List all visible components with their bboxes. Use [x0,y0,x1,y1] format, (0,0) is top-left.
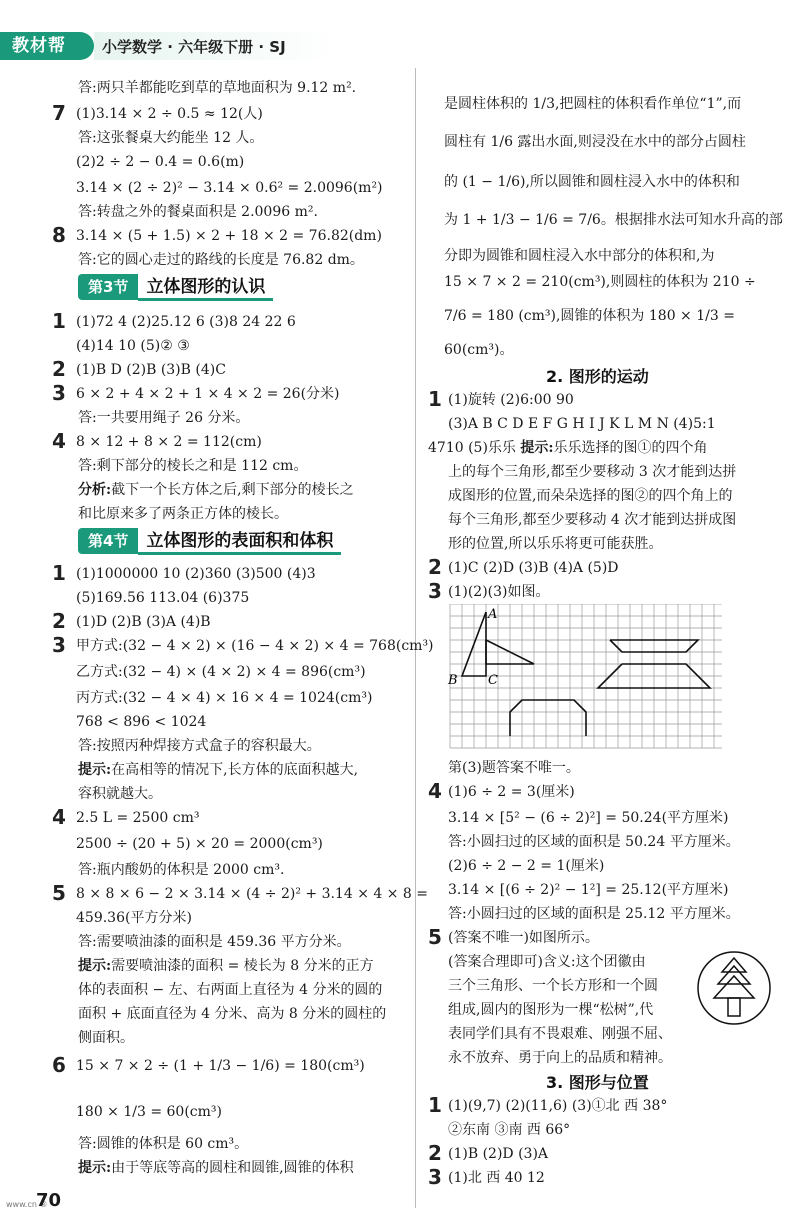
hint-text: 乐乐选择的图①的四个角 [553,440,708,456]
answer-line: (1)旋转 (2)6:00 90 [448,392,574,408]
section-title: 立体图形的认识 [138,276,273,301]
answer-line: 6 × 2 + 4 × 2 + 1 × 4 × 2 = 26(分米) [76,386,340,402]
answer-line: 答:这张餐桌大约能坐 12 人。 [78,130,264,146]
answer-line: ②东南 ③南 西 66° [448,1122,571,1138]
vertex-label-c: C [488,673,498,688]
answer-line: (1)3.14 × 2 ÷ 0.5 ≈ 12(人) [76,106,263,122]
brand-badge: 教材帮 [0,32,94,60]
answer-line: 三个三角形、一个长方形和一个圆 [448,978,658,994]
answer-line: 768 < 896 < 1024 [76,714,207,730]
hint-label: 提示: [78,762,112,778]
question-number: 1 [428,387,442,411]
question-number: 2 [428,555,442,579]
answer-line: (1)72 4 (2)25.12 6 (3)8 24 22 6 [76,314,296,330]
hint-line: 分即为圆锥和圆柱浸入水中部分的体积和,为 [444,248,715,264]
answer-line: 表同学们具有不畏艰难、刚强不屈、 [448,1026,672,1042]
analysis-text: 截下一个长方体之后,剩下部分的棱长之 [111,482,354,498]
answer-line: 15 × 7 × 2 ÷ (1 + 1/3 − 1/6) = 180(cm³) [76,1058,365,1074]
answer-line: (2)2 ÷ 2 − 0.4 = 0.6(m) [76,154,245,170]
answer-line: (2)6 ÷ 2 − 2 = 1(厘米) [448,858,605,874]
emblem-triangle-bottom [714,976,754,998]
question-number: 4 [428,779,442,803]
answer-line: (1)(9,7) (2)(11,6) (3)①北 西 38° [448,1098,668,1114]
question-number: 1 [52,309,66,333]
hint-line: 7/6 = 180 (cm³),圆锥的体积为 180 × 1/3 = [444,308,735,324]
question-number: 5 [428,925,442,949]
hint-line: 60(cm³)。 [444,342,514,358]
question-number: 1 [428,1093,442,1117]
question-number: 1 [52,561,66,585]
analysis-line: 和比原来多了两条正方体的棱长。 [78,506,288,522]
answer-line: (1)B (2)D (3)A [448,1146,549,1162]
hint-line: 成图形的位置,而朵朵选择的图②的四个角上的 [448,488,733,504]
question-number: 3 [52,633,66,657]
hint-line: 形的位置,所以乐乐将更可能获胜。 [448,536,663,552]
answer-line: 乙方式:(32 − 4) × (4 × 2) × 4 = 896(cm³) [76,664,366,680]
analysis-label: 分析: [78,482,112,498]
hint-line [78,1158,354,1178]
question-number: 2 [52,609,66,633]
hint-line: 体的表面积 − 左、右两面上直径为 4 分米的圆的 [78,982,383,998]
subsection-title: 3. 图形与位置 [546,1073,649,1092]
hint-text: 在高相等的情况下,长方体的底面积越大, [111,762,359,778]
emblem-trunk [728,998,740,1016]
answer-line: 答:小圆扫过的区域的面积是 25.12 平方厘米。 [448,906,740,922]
hint-line: 面积 + 底面直径为 4 分米、高为 8 分米的圆柱的 [78,1006,387,1022]
question-number: 3 [428,1165,442,1189]
answer-line: 答:两只羊都能吃到草的草地面积为 9.12 m². [78,80,357,96]
footer-imprint: www.cn ® [6,1200,48,1209]
section-tag: 第4节 [78,528,138,554]
question-number: 5 [52,881,66,905]
answer-line: 3.14 × [5² − (6 ÷ 2)²] = 50.24(平方厘米) [448,810,729,826]
section-heading-3 [78,274,273,300]
answer-line: 答:需要喷油漆的面积是 459.36 平方分米。 [78,934,351,950]
vertex-label-a: A [488,607,498,622]
question-number: 2 [428,1141,442,1165]
analysis-line [78,480,354,500]
answer-line: (1)北 西 40 12 [448,1170,545,1186]
hint-line: 的 (1 − 1/6),所以圆锥和圆柱浸入水中的体积和 [444,174,740,190]
answer-line: 2500 ÷ (20 + 5) × 20 = 2000(cm³) [76,836,323,852]
hint-label: 提示: [78,958,112,974]
hint-line [78,956,374,976]
answer-line [428,438,708,458]
answer-line: 180 × 1/3 = 60(cm³) [76,1104,222,1120]
answer-line: (答案不唯一)如图所示。 [448,930,599,946]
hint-line: 为 1 + 1/3 − 1/6 = 7/6。根据排水法可知水升高的部 [444,212,783,228]
answer-line: 答:瓶内酸奶的体积是 2000 cm³. [78,862,285,878]
hint-line: 每个三角形,都至少要移动 4 次才能到达拼成图 [448,512,737,528]
answer-line: (1)(2)(3)如图。 [448,584,550,600]
hint-text: 由于等底等高的圆柱和圆锥,圆锥的体积 [111,1160,354,1176]
answer-line: (3)A B C D E F G H I J K L M N (4)5:1 [448,416,716,432]
answer-line: 8 × 8 × 6 − 2 × 3.14 × (4 ÷ 2)² + 3.14 × 4 × 8 = [76,886,428,902]
emblem-circle [698,952,770,1024]
answer-line: 答:转盘之外的餐桌面积是 2.0096 m². [78,204,318,220]
subsection-title: 2. 图形的运动 [546,367,649,386]
answer-line: 答:剩下部分的棱长之和是 112 cm。 [78,458,308,474]
pine-tree-emblem [696,946,772,1030]
answer-line: (1)1000000 10 (2)360 (3)500 (4)3 [76,566,316,582]
answer-line: 答:它的圆心走过的路线的长度是 76.82 dm。 [78,252,364,268]
answer-line: (1)B D (2)B (3)B (4)C [76,362,226,378]
question-number: 4 [52,429,66,453]
hint-line [78,760,358,780]
answer-line: 组成,圆内的图形为一棵“松树”,代 [448,1002,654,1018]
answer-line: 丙方式:(32 − 4 × 4) × 16 × 4 = 1024(cm³) [76,690,373,706]
answer-line: 答:一共要用绳子 26 分米。 [78,410,250,426]
question-number: 3 [428,579,442,603]
section-heading-4 [78,528,341,554]
section-title: 立体图形的表面积和体积 [138,530,341,555]
hint-label: 提示: [78,1160,112,1176]
book-title: 小学数学 · 六年级下册 · SJ [102,38,286,56]
hint-line: 侧面积。 [78,1030,134,1046]
answer-line: 第(3)题答案不唯一。 [448,760,580,776]
hint-label: 提示: [520,440,554,456]
answer-line: 永不放弃、勇于向上的品质和精神。 [448,1050,672,1066]
hint-line: 是圆柱体积的 1/3,把圆柱的体积看作单位“1”,而 [444,96,742,112]
section-tag: 第3节 [78,274,138,300]
question-number: 6 [52,1053,66,1077]
answer-line: (1)6 ÷ 2 = 3(厘米) [448,784,575,800]
answer-line: (1)D (2)B (3)A (4)B [76,614,211,630]
answer-line: (5)169.56 113.04 (6)375 [76,590,250,606]
answer-line: (1)C (2)D (3)B (4)A (5)D [448,560,619,576]
answer-line: 459.36(平方分米) [76,910,192,926]
answer-line: 8 × 12 + 8 × 2 = 112(cm) [76,434,262,450]
question-number: 2 [52,357,66,381]
answer-text: 4710 (5)乐乐 [428,440,521,456]
answer-line: (4)14 10 (5)② ③ [76,338,190,354]
hint-line: 圆柱有 1/6 露出水面,则浸没在水中的部分占圆柱 [444,134,746,150]
page-number: 70 [36,1190,62,1211]
answer-line: 3.14 × (2 ÷ 2)² − 3.14 × 0.6² = 2.0096(m²) [76,180,383,196]
answer-line: 答:按照丙种焊接方式盒子的容积最大。 [78,738,321,754]
answer-line: 答:小圆扫过的区域的面积是 50.24 平方厘米。 [448,834,740,850]
question-number: 8 [52,223,66,247]
hint-line: 上的每个三角形,都至少要移动 3 次才能到达拼 [448,464,737,480]
answer-line: 3.14 × (5 + 1.5) × 2 + 18 × 2 = 76.82(dm) [76,228,382,244]
trapezoid-bottom [510,700,586,736]
answer-line: (答案合理即可)含义:这个团徽由 [448,954,646,970]
hint-line: 容积就越大。 [78,786,162,802]
question-number: 4 [52,805,66,829]
answer-line: 2.5 L = 2500 cm³ [76,810,200,826]
answer-line: 3.14 × [(6 ÷ 2)² − 1²] = 25.12(平方厘米) [448,882,729,898]
question-number: 3 [52,381,66,405]
question-number: 7 [52,101,66,125]
grid-figure [446,604,730,750]
hint-text: 需要喷油漆的面积 = 棱长为 8 分米的正方 [111,958,374,974]
answer-line: 甲方式:(32 − 4 × 2) × (16 − 4 × 2) × 4 = 768(cm³) [76,638,434,654]
hint-line: 15 × 7 × 2 = 210(cm³),则圆柱的体积为 210 ÷ [444,274,756,290]
vertex-label-b: B [448,673,458,688]
answer-line: 答:圆锥的体积是 60 cm³。 [78,1136,249,1152]
